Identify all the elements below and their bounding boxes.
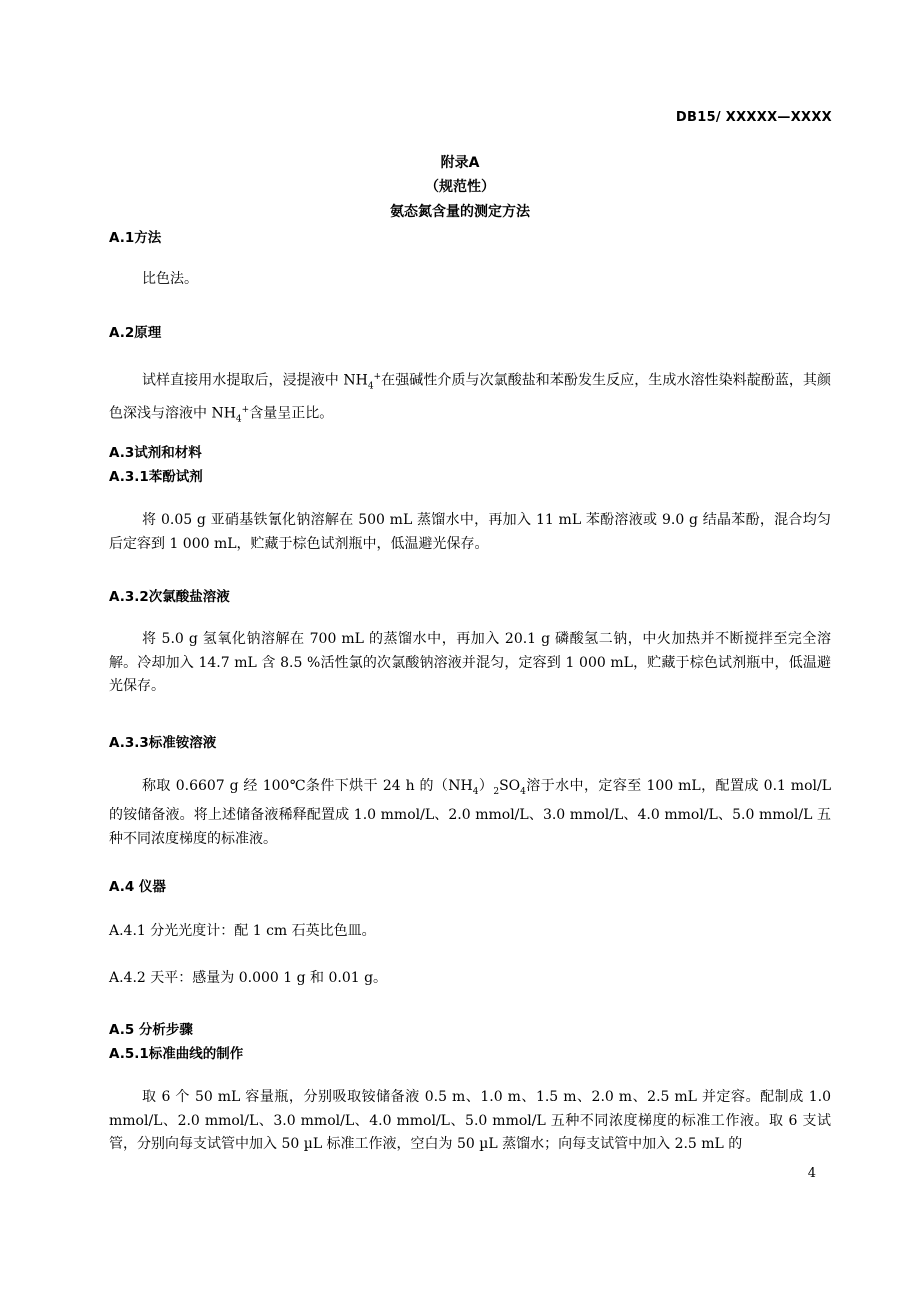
appendix-title: 氨态氮含量的测定方法 [390,204,530,220]
section-a41-text: A.4.1 分光光度计：配 1 cm 石英比色皿。 [109,923,376,939]
section-a1-heading: A.1方法 [109,230,162,246]
section-a32-heading: A.3.2次氯酸盐溶液 [109,589,230,605]
section-a51-text: 取 6 个 50 mL 容量瓶，分别吸取铵储备液 0.5 m、1.0 m、1.5 m、2.0 m、2.5 mL 并定容。配制成 1.0 mmol/L、2.0 mmol/L、3.0 mmol/L、4.0 mmol/L、5.0 mmol/L 五种不同浓度梯度的标准工作液。取 6 支试管，分别向每支试管中加入 50 µL 标准工作液，空白为 50 µL 蒸馏水；向每支试管中加入 2.5 mL 的 [109,1089,831,1152]
section-a31-text: 将 0.05 g 亚硝基铁氰化钠溶解在 500 mL 蒸馏水中，再加入 11 mL 苯酚溶液或 9.0 g 结晶苯酚，混合均匀后定容到 1 000 mL，贮藏于棕色试剂瓶中，低温避光保存。 [109,512,831,552]
section-a2-heading: A.2原理 [109,325,162,341]
section-a1-text: 比色法。 [142,271,198,287]
appendix-type: （规范性） [425,179,495,195]
section-a5-heading: A.5 分析步骤 [109,1022,193,1038]
section-a33-text: 称取 0.6607 g 经 100℃条件下烘干 24 h 的$(NH_4)_2SO_4$溶于水中，定容至 100 mL，配置成 0.1 mol/L 的铵储备液。将上述储备液稀释配置成 1.0 mmol/L、2.0 mmol/L、3.0 mmol/L、4.0 mmol/L、5.0 mmol/L 五种不同浓度梯度的标准液。 [109,778,831,847]
page-number: 4 [807,1166,816,1181]
section-a32-text: 将 5.0 g 氢氧化钠溶解在 700 mL 的蒸馏水中，再加入 20.1 g 磷酸氢二钠，中火加热并不断搅拌至完全溶解。冷却加入 14.7 mL 含 8.5 %活性氯的次氯酸钠溶液并混匀，定容到 1 000 mL，贮藏于棕色试剂瓶中，低温避光保存。 [109,631,831,694]
section-a33-heading: A.3.3标准铵溶液 [109,735,217,751]
section-a2-text: 试样直接用水提取后，浸提液中 $NH_4^+$在强碱性介质与次氯酸盐和苯酚发生反应，生成水溶性染料靛酚蓝，其颜色深浅与溶液中 $NH_4^+$含量呈正比。 [109,372,831,425]
section-a42-text: A.4.2 天平：感量为 0.000 1 g 和 0.01 g。 [109,970,388,986]
section-a31-heading: A.3.1苯酚试剂 [109,469,203,485]
appendix-label: 附录A [440,155,480,171]
section-a51-heading: A.5.1标准曲线的制作 [109,1046,244,1062]
section-a4-heading: A.4 仪器 [109,879,166,895]
section-a3-heading: A.3试剂和材料 [109,445,202,461]
document-code: DB15/ XXXXX—XXXX [675,110,832,125]
